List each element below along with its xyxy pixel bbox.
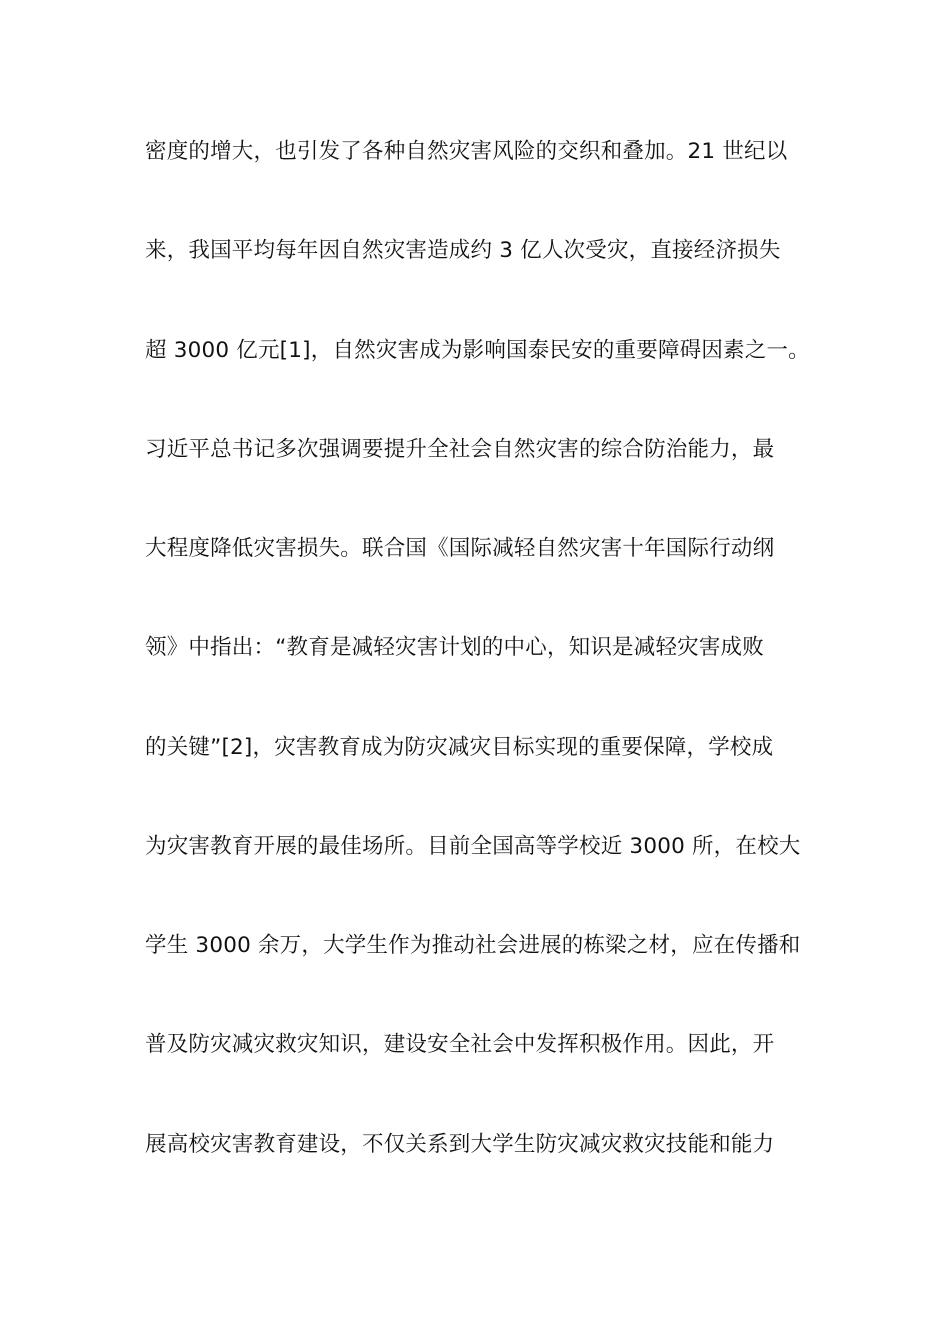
body-text-line-11: 展高校灾害教育建设，不仅关系到大学生防灾减灾救灾技能和能力 <box>145 1132 775 1157</box>
body-text-line-5: 大程度降低灾害损失。联合国《国际减轻自然灾害十年国际行动纲 <box>145 536 775 561</box>
body-text-line-7: 的关键”[2]，灾害教育成为防灾减灾目标实现的重要保障，学校成 <box>145 735 774 760</box>
body-text-line-6: 领》中指出：“教育是减轻灾害计划的中心，知识是减轻灾害成败 <box>145 635 764 660</box>
body-text-line-9: 学生 3000 余万，大学生作为推动社会进展的栋梁之材，应在传播和 <box>145 933 801 958</box>
body-text-line-10: 普及防灾减灾救灾知识，建设安全社会中发挥积极作用。因此，开 <box>145 1032 775 1057</box>
body-text-line-4: 习近平总书记多次强调要提升全社会自然灾害的综合防治能力，最 <box>145 437 775 462</box>
body-text-line-1: 密度的增大，也引发了各种自然灾害风险的交织和叠加。21 世纪以 <box>145 139 788 164</box>
body-text-line-2: 来，我国平均每年因自然灾害造成约 3 亿人次受灾，直接经济损失 <box>145 238 781 263</box>
body-text-line-3: 超 3000 亿元[1]，自然灾害成为影响国泰民安的重要障碍因素之一。 <box>145 338 810 363</box>
body-text-line-8: 为灾害教育开展的最佳场所。目前全国高等学校近 3000 所，在校大 <box>145 834 801 859</box>
